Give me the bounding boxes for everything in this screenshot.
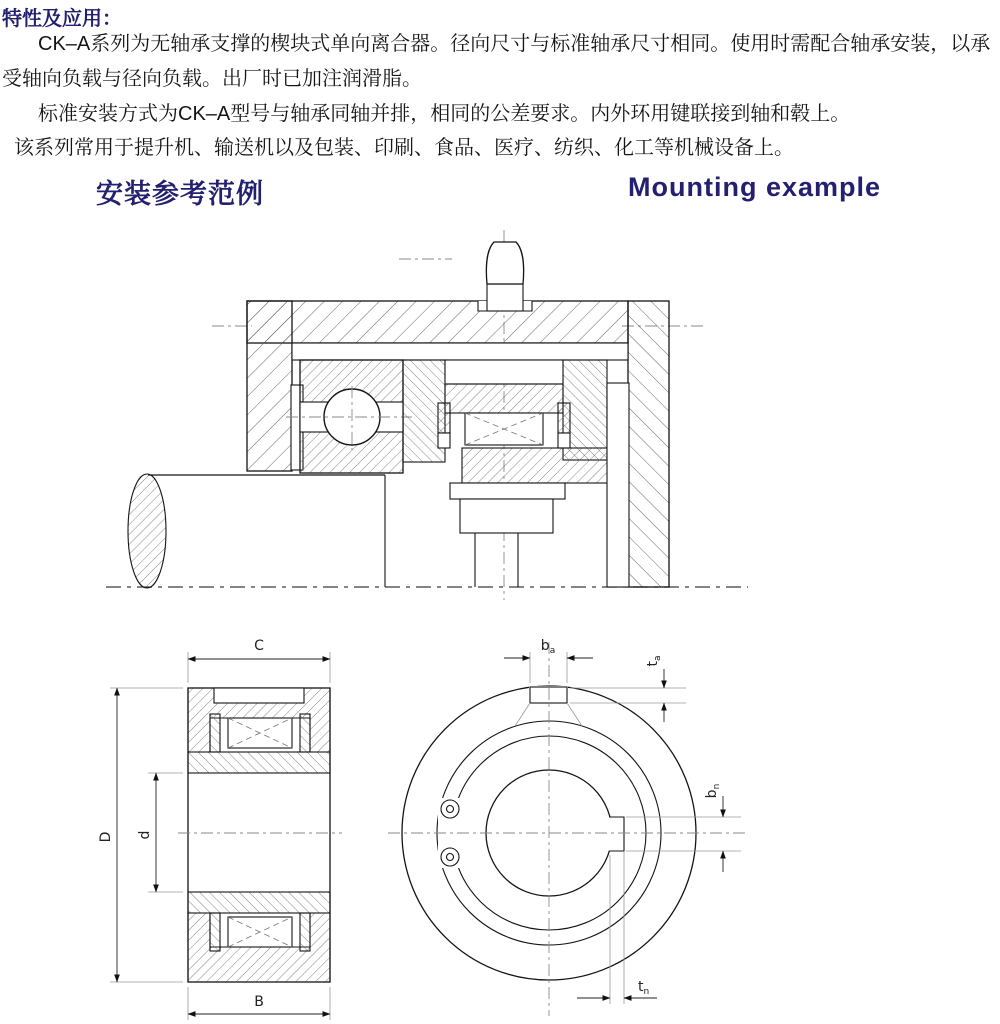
paragraph-line: 受轴向负载与径向负载。出厂时已加注润滑脂。 — [2, 68, 422, 90]
shaft-end — [128, 474, 166, 588]
key-block — [445, 360, 563, 384]
cage-side-plate — [558, 433, 570, 448]
cage-side-plate — [210, 913, 220, 951]
cage-side-plate — [438, 433, 450, 448]
clutch-inner-ring — [462, 448, 610, 483]
hub-step — [460, 499, 553, 533]
hub-step — [450, 483, 565, 499]
mounting-example-drawing — [106, 230, 748, 600]
dim-label-d: d — [137, 830, 153, 840]
dim-label-ta: $t_a$ — [645, 655, 663, 667]
outer-keyway-slot — [214, 688, 304, 703]
housing-right-wall — [628, 301, 669, 587]
cage-side-plate — [300, 714, 310, 752]
inner-ring-band — [188, 752, 330, 773]
clutch-outer-ring — [445, 384, 563, 413]
inner-ring-band — [188, 892, 330, 913]
outer-keyway — [530, 687, 567, 703]
dim-label-bn: $b_n$ — [704, 783, 722, 799]
section-title-zh: 安装参考范例 — [96, 179, 264, 209]
spacer-strip — [292, 343, 628, 360]
cage-side-plate — [300, 913, 310, 951]
paragraph-line: 标准安装方式为CK–A型号与轴承同轴并排，相同的公差要求。内外环用键联接到轴和毂上。 — [38, 103, 851, 125]
front-view — [388, 638, 748, 1016]
dim-label-ba: $b_a$ — [540, 638, 556, 656]
dim-label-C: C — [254, 638, 264, 654]
ball-bearing — [286, 360, 412, 473]
paragraph-line: CK–A系列为无轴承支撑的楔块式单向离合器。径向尺寸与标准轴承尺寸相同。使用时需配合轴承安装，以承 — [38, 33, 991, 55]
paragraph-line: 该系列常用于提升机、输送机以及包装、印刷、食品、医疗、纺织、化工等机械设备上。 — [14, 137, 794, 159]
dim-label-D: D — [98, 831, 114, 843]
bore-keyway — [609, 817, 624, 851]
dim-label-B: B — [254, 994, 264, 1010]
cage-side-plate — [210, 714, 220, 752]
dim-label-tn: $t_n$ — [638, 979, 650, 997]
side-section-view — [98, 638, 342, 1020]
features-heading: 特性及应用： — [2, 8, 122, 30]
cage-side-plate — [438, 403, 450, 433]
housing-left-wall — [247, 301, 292, 471]
cage-side-plate — [558, 403, 570, 433]
end-cover-plate — [607, 383, 629, 587]
section-title-en: Mounting example — [628, 172, 882, 202]
snap-ring-hole — [447, 854, 454, 861]
housing-top — [247, 301, 628, 343]
shaft — [128, 474, 565, 588]
snap-ring-hole — [447, 806, 454, 813]
